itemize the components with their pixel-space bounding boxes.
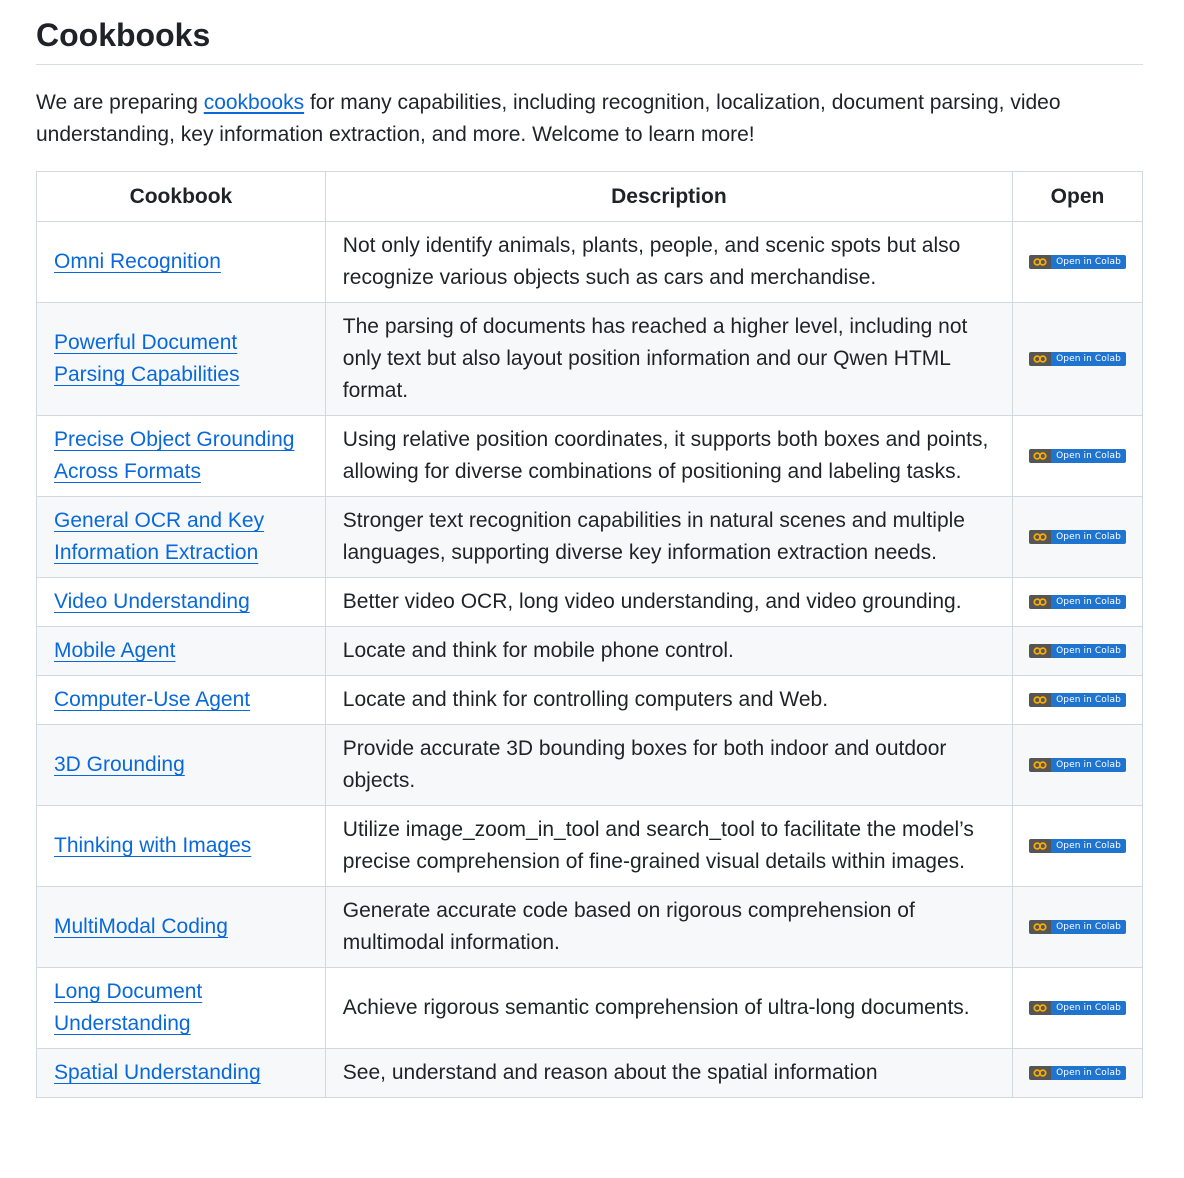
description-cell: Generate accurate code based on rigorous comprehension of multimodal information. (325, 887, 1012, 968)
cookbook-cell (37, 887, 326, 968)
cookbook-cell (37, 676, 326, 725)
colab-logo-icon (1029, 839, 1051, 853)
colab-logo-icon (1029, 595, 1051, 609)
open-in-colab-badge[interactable] (1029, 530, 1126, 544)
colab-logo-icon (1029, 255, 1051, 269)
cookbook-cell (37, 303, 326, 416)
open-in-colab-badge[interactable] (1029, 644, 1126, 658)
cookbook-link-2[interactable]: Precise Object Grounding Across Formats (54, 428, 295, 483)
open-in-colab-badge[interactable] (1029, 449, 1126, 463)
cookbook-cell (37, 416, 326, 497)
description-cell: Not only identify animals, plants, people, and scenic spots but also recognize various objects such as cars and merchandise. (325, 222, 1012, 303)
description-cell: Using relative position coordinates, it supports both boxes and points, allowing for diverse combinations of positioning and labeling tasks. (325, 416, 1012, 497)
table-row (37, 968, 1143, 1049)
badge-label: Open in Colab (1051, 255, 1126, 269)
open-cell (1013, 968, 1143, 1049)
cookbook-cell (37, 497, 326, 578)
colab-logo-icon (1029, 758, 1051, 772)
intro-paragraph (36, 87, 1143, 151)
open-cell (1013, 578, 1143, 627)
table-row (37, 416, 1143, 497)
colab-logo-icon (1029, 530, 1051, 544)
colab-logo-icon (1029, 920, 1051, 934)
open-in-colab-badge[interactable] (1029, 1001, 1126, 1015)
cookbook-cell (37, 725, 326, 806)
badge-label: Open in Colab (1051, 1001, 1126, 1015)
cookbook-link-5[interactable]: Mobile Agent (54, 639, 176, 662)
open-cell (1013, 497, 1143, 578)
cookbook-link-9[interactable]: MultiModal Coding (54, 915, 228, 938)
open-cell (1013, 806, 1143, 887)
description-cell: See, understand and reason about the spatial information (325, 1049, 1012, 1098)
table-row (37, 627, 1143, 676)
badge-label: Open in Colab (1051, 644, 1126, 658)
open-cell (1013, 1049, 1143, 1098)
open-in-colab-badge[interactable] (1029, 920, 1126, 934)
open-in-colab-badge[interactable] (1029, 352, 1126, 366)
description-cell: Stronger text recognition capabilities in natural scenes and multiple languages, supporting diverse key information extraction needs. (325, 497, 1012, 578)
cookbooks-link[interactable]: cookbooks (203, 91, 305, 114)
colab-logo-icon (1029, 1066, 1051, 1080)
badge-label: Open in Colab (1051, 352, 1126, 366)
open-cell (1013, 676, 1143, 725)
readme-section (36, 0, 1143, 1084)
table-row (37, 806, 1143, 887)
table-row (37, 887, 1143, 968)
open-cell (1013, 627, 1143, 676)
colab-logo-icon (1029, 644, 1051, 658)
header-description: Description (325, 172, 1012, 222)
cookbook-cell (37, 222, 326, 303)
colab-logo-icon (1029, 1001, 1051, 1015)
cookbook-link-3[interactable]: General OCR and Key Information Extraction (54, 509, 265, 564)
colab-logo-icon (1029, 693, 1051, 707)
open-in-colab-badge[interactable] (1029, 595, 1126, 609)
table-row (37, 497, 1143, 578)
description-cell: Better video OCR, long video understanding, and video grounding. (325, 578, 1012, 627)
table-row (37, 303, 1143, 416)
open-in-colab-badge[interactable] (1029, 1066, 1126, 1080)
section-heading: Cookbooks (36, 0, 1143, 65)
cookbook-cell (37, 627, 326, 676)
cookbook-link-4[interactable]: Video Understanding (54, 590, 250, 613)
cookbook-cell (37, 1049, 326, 1098)
cookbook-link-7[interactable]: 3D Grounding (54, 753, 185, 776)
table-row (37, 578, 1143, 627)
open-cell (1013, 222, 1143, 303)
table-header-row (37, 172, 1143, 222)
intro-text-after: for many capabilities, including recognition, localization, document parsing, video understanding, key information extraction, and more. Welcome to learn more! (36, 91, 1061, 146)
cookbook-cell (37, 968, 326, 1049)
open-cell (1013, 725, 1143, 806)
cookbook-cell (37, 806, 326, 887)
open-cell (1013, 887, 1143, 968)
table-row (37, 222, 1143, 303)
cookbook-link-1[interactable]: Powerful Document Parsing Capabilities (54, 331, 240, 386)
open-in-colab-badge[interactable] (1029, 839, 1126, 853)
header-cookbook: Cookbook (37, 172, 326, 222)
badge-label: Open in Colab (1051, 595, 1126, 609)
cookbook-link-10[interactable]: Long Document Understanding (54, 980, 203, 1035)
open-in-colab-badge[interactable] (1029, 758, 1126, 772)
badge-label: Open in Colab (1051, 1066, 1126, 1080)
description-cell: The parsing of documents has reached a higher level, including not only text but also layout position information and our Qwen HTML format. (325, 303, 1012, 416)
badge-label: Open in Colab (1051, 449, 1126, 463)
description-cell: Provide accurate 3D bounding boxes for both indoor and outdoor objects. (325, 725, 1012, 806)
table-row (37, 725, 1143, 806)
colab-logo-icon (1029, 352, 1051, 366)
description-cell: Utilize image_zoom_in_tool and search_tool to facilitate the model’s precise comprehension of fine-grained visual details within images. (325, 806, 1012, 887)
table-row (37, 676, 1143, 725)
intro-text-before: We are preparing (36, 91, 204, 114)
badge-label: Open in Colab (1051, 839, 1126, 853)
description-cell: Locate and think for mobile phone control. (325, 627, 1012, 676)
colab-logo-icon (1029, 449, 1051, 463)
cookbook-link-6[interactable]: Computer-Use Agent (54, 688, 251, 711)
open-in-colab-badge[interactable] (1029, 693, 1126, 707)
badge-label: Open in Colab (1051, 693, 1126, 707)
description-cell: Achieve rigorous semantic comprehension of ultra-long documents. (325, 968, 1012, 1049)
open-in-colab-badge[interactable] (1029, 255, 1126, 269)
cookbook-link-11[interactable]: Spatial Understanding (54, 1061, 261, 1084)
open-cell (1013, 416, 1143, 497)
header-open: Open (1013, 172, 1143, 222)
open-cell (1013, 303, 1143, 416)
badge-label: Open in Colab (1051, 530, 1126, 544)
description-cell: Locate and think for controlling computers and Web. (325, 676, 1012, 725)
cookbooks-table (36, 171, 1143, 1098)
cookbook-link-8[interactable]: Thinking with Images (54, 834, 252, 857)
badge-label: Open in Colab (1051, 920, 1126, 934)
badge-label: Open in Colab (1051, 758, 1126, 772)
cookbook-cell (37, 578, 326, 627)
cookbook-link-0[interactable]: Omni Recognition (54, 250, 221, 273)
table-row (37, 1049, 1143, 1098)
